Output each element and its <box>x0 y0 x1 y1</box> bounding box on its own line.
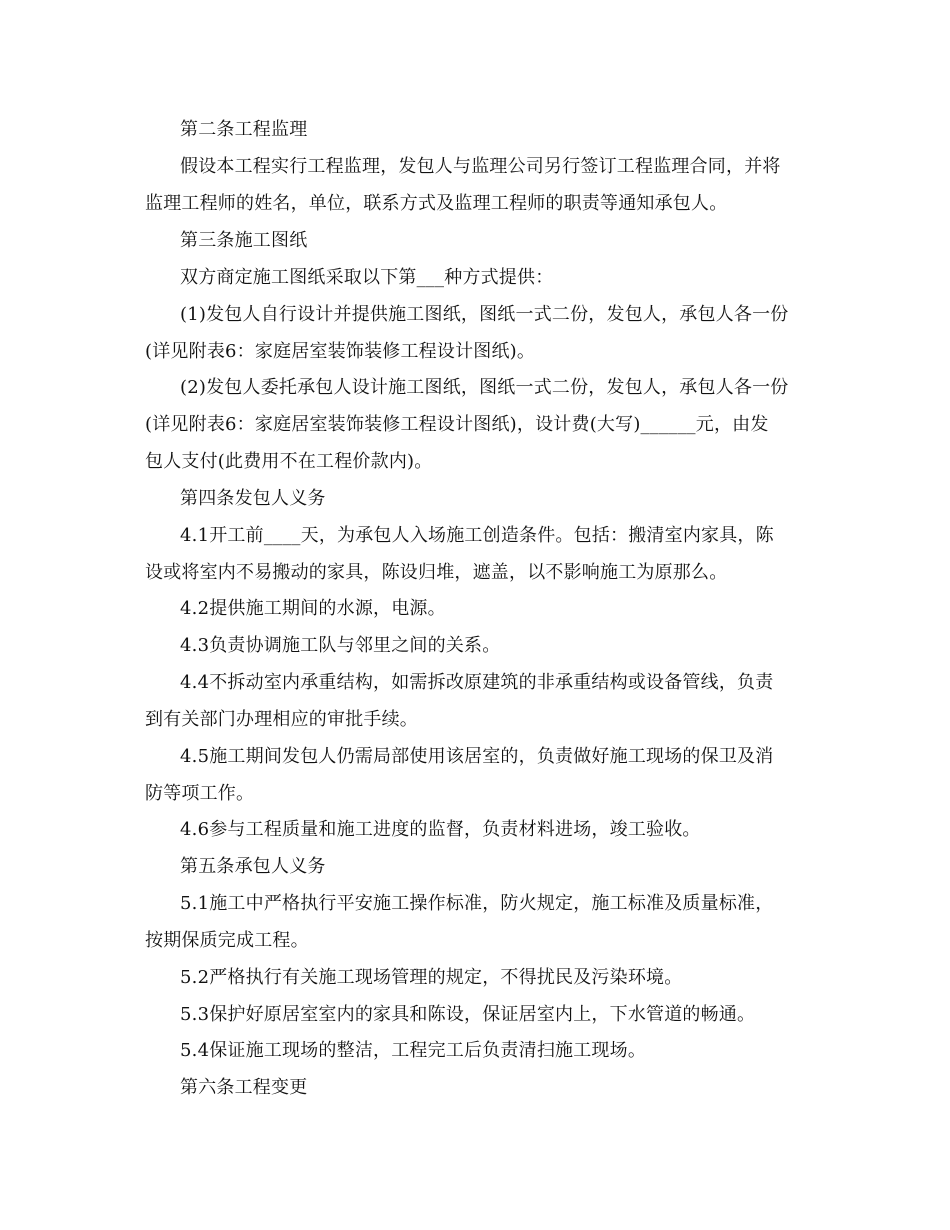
paragraph-line: 包人支付(此费用不在工程价款内)。 <box>145 451 433 472</box>
paragraph-line: 设或将室内不易搬动的家具，陈设归堆，遮盖，以不影响施工为原那么。 <box>145 562 728 583</box>
paragraph-line: 假设本工程实行工程监理，发包人与监理公司另行签订工程监理合同，并将 <box>180 156 781 177</box>
paragraph-line: 4.6参与工程质量和施工进度的监督，负责材料进场，竣工验收。 <box>180 819 701 840</box>
section-heading-4: 第四条发包人义务 <box>180 488 326 509</box>
paragraph-line: 4.5施工期间发包人仍需局部使用该居室的，负责做好施工现场的保卫及消 <box>180 746 774 767</box>
section-heading-5: 第五条承包人义务 <box>180 856 326 877</box>
paragraph-line: 监理工程师的姓名，单位，联系方式及监理工程师的职责等通知承包人。 <box>145 193 728 214</box>
section-heading-6: 第六条工程变更 <box>180 1077 308 1098</box>
section-heading-3: 第三条施工图纸 <box>180 230 308 251</box>
paragraph-line: 按期保质完成工程。 <box>145 930 309 951</box>
section-heading-2: 第二条工程监理 <box>180 119 308 140</box>
paragraph-line: 5.1施工中严格执行平安施工操作标准，防火规定，施工标准及质量标准， <box>180 893 774 914</box>
paragraph-line: (1)发包人自行设计并提供施工图纸，图纸一式二份，发包人，承包人各一份 <box>180 304 789 325</box>
paragraph-line: 防等项工作。 <box>145 783 255 804</box>
paragraph-line: (2)发包人委托承包人设计施工图纸，图纸一式二份，发包人，承包人各一份 <box>180 377 789 398</box>
paragraph-line: (详见附表6：家庭居室装饰装修工程设计图纸)，设计费(大写)______元，由发 <box>145 414 769 435</box>
paragraph-line: 双方商定施工图纸采取以下第___种方式提供： <box>180 267 554 288</box>
paragraph-line: 到有关部门办理相应的审批手续。 <box>145 709 418 730</box>
paragraph-line: (详见附表6：家庭居室装饰装修工程设计图纸)。 <box>145 341 536 362</box>
paragraph-line: 4.2提供施工期间的水源，电源。 <box>180 598 446 619</box>
paragraph-line: 4.1开工前____天，为承包人入场施工创造条件。包括：搬清室内家具，陈 <box>180 525 774 546</box>
paragraph-line: 4.3负责协调施工队与邻里之间的关系。 <box>180 635 501 656</box>
paragraph-line: 4.4不拆动室内承重结构，如需拆改原建筑的非承重结构或设备管线，负责 <box>180 672 774 693</box>
paragraph-line: 5.4保证施工现场的整洁，工程完工后负责清扫施工现场。 <box>180 1040 647 1061</box>
paragraph-line: 5.2严格执行有关施工现场管理的规定，不得扰民及污染环境。 <box>180 967 683 988</box>
paragraph-line: 5.3保护好原居室室内的家具和陈设，保证居室内上，下水管道的畅通。 <box>180 1004 756 1025</box>
